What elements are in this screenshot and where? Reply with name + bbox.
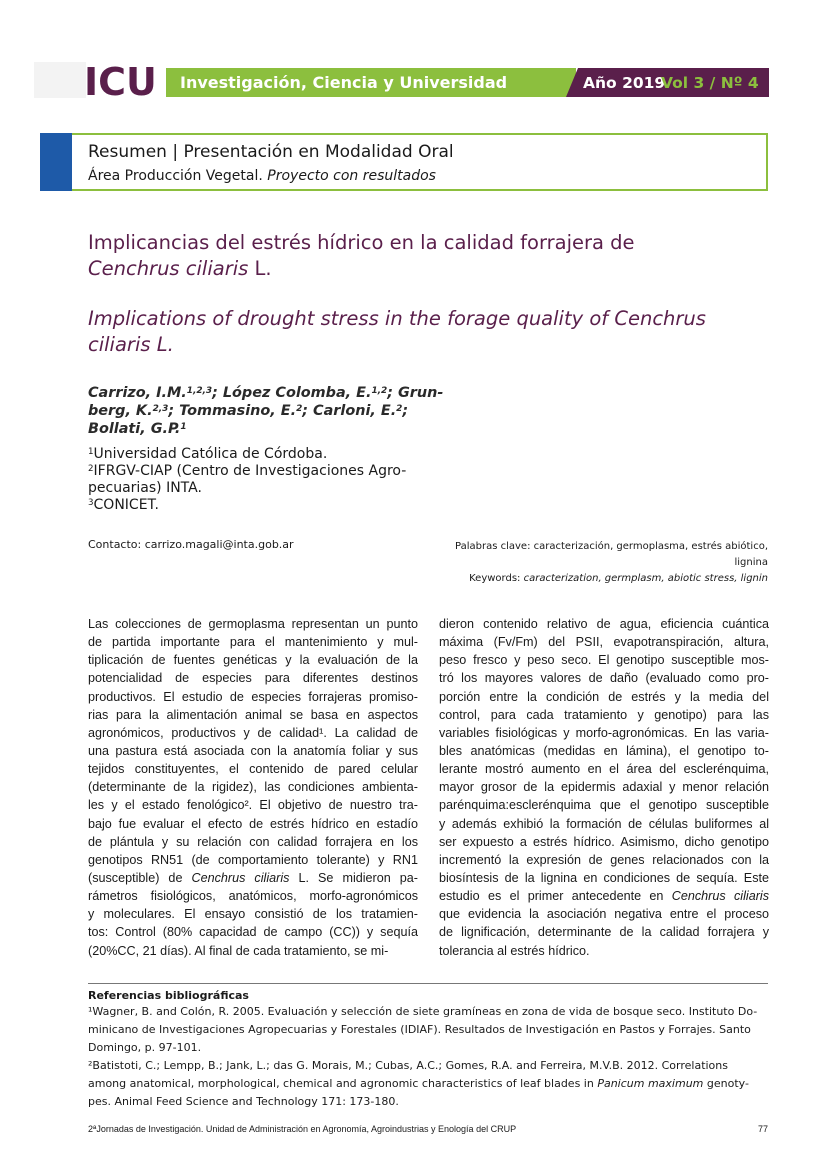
author-sup: 1,2,3 bbox=[186, 385, 213, 396]
reference-1-line1: ¹Wagner, B. and Colón, R. 2005. Evaluación y selección de siete gramíneas en zona de vida de bosque seco. Instituto Do- bbox=[88, 1005, 758, 1018]
affil-sup: 3 bbox=[88, 498, 94, 509]
body-line: tos: Control (80% capacidad de campo (CC)) y sequía bbox=[88, 925, 418, 940]
keywords-es-line2: lignina bbox=[734, 557, 768, 568]
body-line: y además exhibió la formación de células buliformes al bbox=[439, 816, 769, 831]
keywords-es-label: Palabras clave: bbox=[455, 541, 531, 552]
body-line: de partida importante para el mantenimiento y mul- bbox=[88, 635, 418, 650]
author-name: ; Tommasino, E. bbox=[168, 403, 297, 419]
journal-logo: ICU bbox=[84, 60, 157, 104]
body-line: tró los mayores valores de daño (evaluado como pro- bbox=[439, 671, 769, 686]
body-line: bles anatómicas (medidas en lámina), el genotipo to- bbox=[439, 743, 769, 758]
logo-ghost-shape bbox=[34, 62, 86, 98]
body-line: de lignificación, determinante de la calidad forrajera y bbox=[439, 925, 769, 940]
body-line: (20%CC, 21 días). Al final de cada tratamiento, se mi- bbox=[88, 943, 389, 958]
authors-line2 bbox=[88, 402, 408, 420]
authors-line3 bbox=[88, 420, 187, 438]
body-line: lerante mostró aumento en el área del esclerénquima, bbox=[439, 762, 769, 777]
affil-text: Universidad Católica de Córdoba. bbox=[93, 446, 328, 462]
body-line: tejidos constituyentes, el contenido de pared celular bbox=[88, 762, 418, 777]
body-line: ser expuesto a estrés hídrico. Asimismo, dicho genotipo bbox=[439, 834, 769, 849]
body-line: tiplicación de fuentes genéticas y la evaluación de la bbox=[88, 653, 418, 668]
ref-text: among anatomical, morphological, chemical and agronomic characteristics of leaf blades in bbox=[88, 1077, 598, 1090]
body-line: les y el estado fenológico². El objetivo de nuestro tra- bbox=[88, 798, 418, 813]
body-line: máxima (Fv/Fm) del PSII, evapotranspiración, altura, bbox=[439, 635, 769, 650]
body-line: productivos. El estudio de especies forrajeras promiso- bbox=[88, 689, 418, 704]
abstract-right-column bbox=[439, 615, 769, 960]
abstract-left-column bbox=[88, 615, 418, 960]
journal-name: Investigación, Ciencia y Universidad bbox=[180, 73, 508, 92]
footer-text: 2ªJornadas de Investigación. Unidad de Administración en Agronomía, Agroindustrias y Enología del CRUP bbox=[88, 1124, 517, 1134]
body-line: bajo fue evaluar el efecto de estrés hídrico en estadío bbox=[88, 816, 418, 831]
body-line: mayor grosor de la epidermis adaxial y menor relación bbox=[439, 780, 769, 795]
body-line: incrementó la expresión de genes relacionados con la bbox=[439, 852, 769, 867]
author-sup: 1 bbox=[180, 421, 187, 432]
reference-1-line3: Domingo, p. 97-101. bbox=[88, 1041, 202, 1054]
section-tab bbox=[40, 133, 72, 191]
reference-2-line2 bbox=[88, 1075, 768, 1093]
body-line: Las colecciones de germoplasma representan un punto bbox=[88, 617, 418, 631]
section-type: Proyecto con resultados bbox=[267, 168, 436, 184]
body-line: estudio es el primer antecedente en Cenchrus ciliaris bbox=[439, 889, 769, 904]
body-line: rias para la alimentación animal se basa en aspectos bbox=[88, 707, 418, 722]
body-line: rámetros fisiológicos, anatómicos, morfo-agronómicos bbox=[88, 889, 418, 904]
title-es-author: L. bbox=[248, 257, 272, 280]
affiliation-2 bbox=[88, 463, 406, 480]
author-name: Carrizo, I.M. bbox=[88, 385, 187, 401]
keywords-en-label: Keywords: bbox=[469, 573, 521, 584]
body-line: (determinante de la rigidez), las condiciones ambienta- bbox=[88, 780, 418, 795]
author-name: berg, K. bbox=[88, 403, 153, 419]
body-line: (susceptible) de Cenchrus ciliaris L. Se midieron pa- bbox=[88, 870, 418, 885]
body-line: porción entre la condición de estrés y la media del bbox=[439, 689, 769, 704]
body-line: parénquima:esclerénquima que el genotipo susceptible bbox=[439, 798, 769, 813]
body-line: genotipos RN51 (de comportamiento tolerante) y RN1 bbox=[88, 852, 418, 867]
body-line: dieron contenido relativo de agua, eficiencia cuántica bbox=[439, 617, 769, 631]
section-subtitle bbox=[88, 166, 436, 186]
author-name: ; Grun- bbox=[387, 385, 444, 401]
contact-email: Contacto: carrizo.magali@inta.gob.ar bbox=[88, 538, 294, 551]
body-line: variables fisiológicas y morfo-agronómicas. En las varia- bbox=[439, 725, 769, 740]
title-en-line1: Implications of drought stress in the forage quality of Cenchrus bbox=[88, 307, 706, 330]
body-line: biosíntesis de la lignina en condiciones de sequía. Este bbox=[439, 870, 769, 885]
body-line: control, para cada tratamiento y genotipo) para las bbox=[439, 707, 769, 722]
body-line: tolerancia al estrés hídrico. bbox=[439, 943, 590, 958]
issue-year: Año 2019 bbox=[583, 74, 666, 92]
references-heading: Referencias bibliográficas bbox=[88, 989, 249, 1002]
author-name: ; bbox=[402, 403, 409, 419]
reference-2-line1: ²Batistoti, C.; Lempp, B.; Jank, L.; das G. Morais, M.; Cubas, A.C.; Gomes, R.A. and Ferreira, M.V.B. 2012. Correlations bbox=[88, 1059, 728, 1072]
affiliation-3 bbox=[88, 497, 159, 514]
body-line: de plántula y su relación con calidad forrajera en los bbox=[88, 834, 418, 849]
title-es-line2 bbox=[88, 256, 272, 282]
author-sup: 1,2 bbox=[371, 385, 388, 396]
author-name: ; Carloni, E. bbox=[302, 403, 397, 419]
affiliation-2-cont: pecuarias) INTA. bbox=[88, 480, 202, 496]
affil-text: CONICET. bbox=[93, 497, 159, 513]
author-name: Bollati, G.P. bbox=[88, 421, 181, 437]
section-title: Resumen | Presentación en Modalidad Oral bbox=[88, 142, 454, 162]
title-en-line2: ciliaris L. bbox=[88, 333, 174, 356]
body-line: agronómicos, productivos y de calidad¹. La calidad de bbox=[88, 725, 418, 740]
ref-text: genoty- bbox=[703, 1077, 749, 1090]
keywords-en bbox=[469, 571, 768, 587]
affil-sup: 2 bbox=[88, 464, 94, 475]
authors-line1 bbox=[88, 384, 443, 402]
keywords-en-text: caracterization, germplasm, abiotic stress, lignin bbox=[520, 573, 768, 584]
references-divider bbox=[88, 983, 768, 984]
keywords-es-line1 bbox=[455, 539, 768, 555]
affil-sup: 1 bbox=[88, 447, 94, 458]
author-sup: 2,3 bbox=[152, 403, 169, 414]
title-es-line1: Implicancias del estrés hídrico en la calidad forrajera de bbox=[88, 231, 635, 254]
section-area: Área Producción Vegetal. bbox=[88, 168, 263, 184]
body-line: que evidencia la asociación negativa entre el proceso bbox=[439, 907, 769, 922]
author-sup: 2 bbox=[296, 403, 303, 414]
author-name: ; López Colomba, E. bbox=[212, 385, 372, 401]
title-es-species: Cenchrus ciliaris bbox=[88, 257, 249, 280]
ref-species: Panicum maximum bbox=[597, 1077, 704, 1090]
affiliation-1 bbox=[88, 446, 327, 463]
body-line: una pastura está asociada con la anatomía foliar y sus bbox=[88, 743, 418, 758]
issue-volume: Vol 3 / Nº 4 bbox=[661, 74, 759, 92]
body-line: potencialidad de especies para diferentes destinos bbox=[88, 671, 418, 686]
reference-1-line2: minicano de Investigaciones Agropecuarias y Forestales (IDIAF). Resultados de Investigación en Pastos y Forrajes. Santo bbox=[88, 1023, 751, 1036]
page-number: 77 bbox=[758, 1124, 769, 1134]
author-sup: 2 bbox=[396, 403, 403, 414]
affil-text: IFRGV-CIAP (Centro de Investigaciones Agro- bbox=[93, 463, 407, 479]
keywords-es-text: caracterización, germoplasma, estrés abiótico, bbox=[530, 541, 768, 552]
body-line: peso fresco y peso seco. El genotipo susceptible mos- bbox=[439, 653, 769, 668]
body-line: y moleculares. El ensayo consistió de los tratamien- bbox=[88, 907, 418, 922]
reference-2-line3: pes. Animal Feed Science and Technology 171: 173-180. bbox=[88, 1095, 399, 1108]
